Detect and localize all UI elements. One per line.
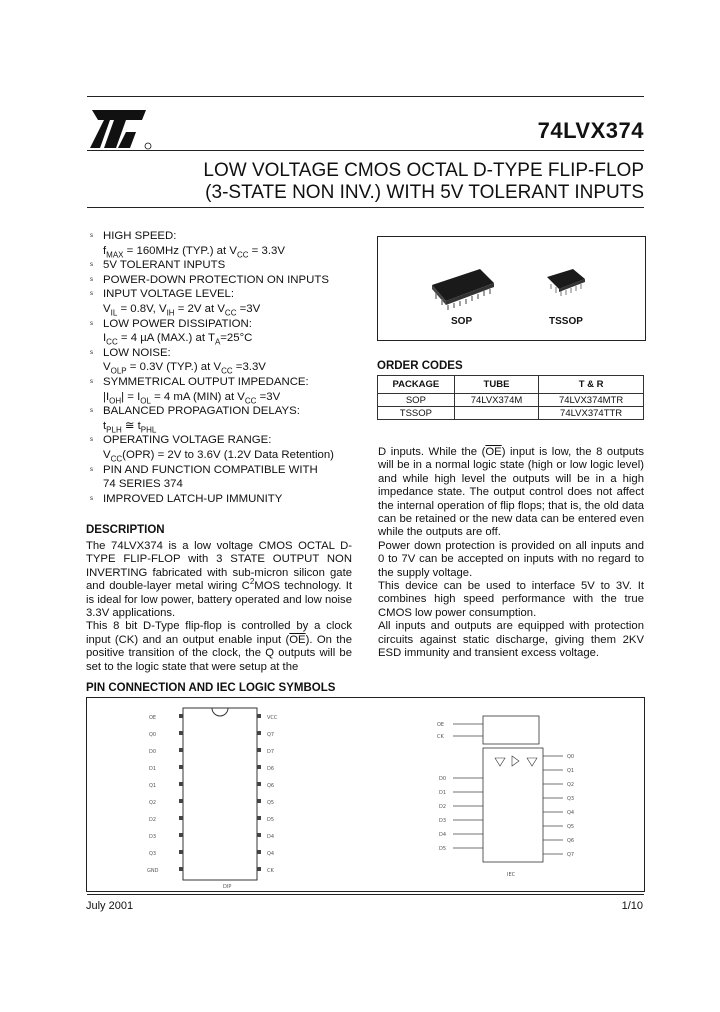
feature-item: s POWER-DOWN PROTECTION ON INPUTS	[90, 273, 329, 286]
sop-label: SOP	[451, 316, 473, 327]
svg-text:Q5: Q5	[267, 800, 275, 806]
feature-item: s INPUT VOLTAGE LEVEL: $V_{IL} = 0.8V$, $V_{IH} = 2V$ at $V_{CC} =3V$	[90, 288, 261, 318]
svg-text:Q3: Q3	[567, 796, 575, 802]
svg-text:D0: D0	[439, 776, 447, 782]
bullet-icon: s	[90, 320, 93, 327]
sop-package-image	[428, 263, 498, 313]
bullet-icon: s	[90, 378, 93, 385]
description-paragraph: Power down protection is provided on all inputs and 0 to 7V can be accepted on inputs with no regard to the supply voltage.	[378, 539, 644, 579]
svg-text:Q1: Q1	[149, 783, 157, 789]
header-tube: TUBE	[454, 376, 538, 394]
table-row: SOP 74LVX374M 74LVX374MTR	[378, 394, 644, 407]
svg-text:D4: D4	[267, 834, 275, 840]
svg-text:VCC: VCC	[267, 715, 278, 721]
bullet-icon: s	[90, 291, 93, 298]
tssop-label: TSSOP	[549, 316, 583, 327]
bullet-icon: s	[90, 495, 93, 502]
description-paragraph: All inputs and outputs are equipped with protection circuits against static discharge, giving them 2KV ESD immunity and transient excess voltage.	[378, 620, 644, 660]
bullet-icon: s	[90, 466, 93, 473]
svg-text:Q6: Q6	[567, 838, 575, 844]
tssop-package-image	[543, 265, 589, 301]
svg-text:D7: D7	[267, 749, 275, 755]
svg-text:IEC: IEC	[507, 872, 516, 878]
svg-text:Q2: Q2	[149, 800, 157, 806]
pin-connection-heading: PIN CONNECTION AND IEC LOGIC SYMBOLS	[86, 682, 336, 694]
svg-text:D2: D2	[439, 804, 447, 810]
document-title	[87, 160, 644, 204]
feature-list	[90, 229, 370, 506]
description-left-column	[86, 540, 352, 674]
description-paragraph: This device can be used to interface 5V to 3V. It combines high speed performance with the true CMOS low power consumption.	[378, 580, 644, 619]
svg-text:Q0: Q0	[567, 754, 575, 760]
svg-text:OE: OE	[437, 722, 445, 728]
pin-diagram	[87, 698, 644, 891]
svg-text:Q3: Q3	[149, 851, 157, 857]
svg-text:D1: D1	[439, 790, 447, 796]
bullet-icon: s	[90, 276, 93, 283]
description-heading: DESCRIPTION	[86, 524, 165, 536]
svg-text:D5: D5	[439, 846, 447, 852]
table-header-row	[378, 376, 644, 394]
svg-text:D5: D5	[267, 817, 275, 823]
feature-item: s LOW POWER DISSIPATION: $I_{CC} = 4$ µA (MAX.) at $T_A=25^\circ C$	[90, 317, 253, 347]
dip-package-diagram	[147, 708, 278, 890]
feature-item: s OPERATING VOLTAGE RANGE: $V_{CC}(OPR) = 2V$ to 3.6V (1.2V Data Retention)	[90, 434, 334, 464]
svg-text:Q5: Q5	[567, 824, 575, 830]
svg-text:Q1: Q1	[567, 768, 575, 774]
title-rule	[87, 150, 644, 151]
title-line-2: (3-STATE NON INV.) WITH 5V TOLERANT INPUTS	[205, 182, 644, 203]
feature-item: s LOW NOISE: $V_{OLP} = 0.3V$ (TYP.) at $V_{CC} =3.3V$	[90, 346, 266, 376]
svg-text:CK: CK	[437, 734, 444, 740]
package-images	[377, 236, 646, 341]
footer-date: July 2001	[86, 900, 134, 912]
bullet-icon: s	[90, 262, 93, 269]
svg-text:Q4: Q4	[267, 851, 275, 857]
svg-text:DIP: DIP	[223, 884, 232, 890]
svg-text:OE: OE	[149, 715, 157, 721]
order-codes-table	[377, 375, 644, 420]
svg-text:D2: D2	[149, 817, 157, 823]
svg-text:D0: D0	[149, 749, 157, 755]
iec-logic-symbol	[437, 716, 574, 878]
st-logo	[86, 104, 152, 154]
svg-text:Q7: Q7	[267, 732, 275, 738]
description-right-column	[378, 446, 644, 661]
svg-text:D6: D6	[267, 766, 275, 772]
pin-connection-figure	[86, 697, 645, 892]
feature-item: s HIGH SPEED: $f_{MAX} = 160MHz$ (TYP.) at $V_{CC} = 3.3V$	[90, 230, 285, 259]
svg-text:CK: CK	[267, 868, 274, 874]
part-number: 74LVX374	[537, 118, 644, 143]
svg-text:D1: D1	[149, 766, 157, 772]
feature-item: s PIN AND FUNCTION COMPATIBLE WITH 74 SERIES 374	[90, 463, 318, 491]
order-codes-heading: ORDER CODES	[377, 360, 463, 372]
svg-text:GND: GND	[147, 868, 159, 874]
feature-item: s 5V TOLERANT INPUTS	[90, 259, 226, 272]
bullet-icon: s	[90, 349, 93, 356]
feature-item: s BALANCED PROPAGATION DELAYS: $t_{PLH}$ ≅ $t_{PHL}$	[90, 405, 300, 434]
page-number: 1/10	[621, 900, 643, 912]
table-row: TSSOP 74LVX374TTR	[378, 407, 644, 420]
footer-rule	[87, 894, 644, 895]
feature-item: s IMPROVED LATCH-UP IMMUNITY	[90, 492, 283, 505]
svg-text:Q2: Q2	[567, 782, 575, 788]
description-paragraph: D inputs. While the $(\overline{OE})$ input is low, the 8 outputs will be in a normal logic state (high or low logic level) and while high level the outputs will be in a high impedance state. The output control does not affect the internal operation of flip flops; that is, the old data can be retained or the new data can be entered even while the outputs are off.	[378, 446, 644, 539]
svg-text:Q0: Q0	[149, 732, 157, 738]
feature-item: s SYMMETRICAL OUTPUT IMPEDANCE: $|I_{OH}| = I_{OL} = 4$ mA (MIN) at $V_{CC} =3V$	[90, 375, 309, 405]
title-line-1: LOW VOLTAGE CMOS OCTAL D-TYPE FLIP-FLOP	[203, 160, 644, 181]
bullet-icon: s	[90, 408, 93, 415]
title-bottom-rule	[87, 207, 644, 208]
bullet-icon: s	[90, 437, 93, 444]
svg-text:D4: D4	[439, 832, 447, 838]
svg-text:Q7: Q7	[567, 852, 575, 858]
bullet-icon: s	[90, 233, 93, 239]
top-rule	[87, 96, 644, 97]
svg-text:Q4: Q4	[567, 810, 575, 816]
svg-text:D3: D3	[439, 818, 447, 824]
svg-text:Q6: Q6	[267, 783, 275, 789]
description-paragraph: The 74LVX374 is a low voltage CMOS OCTAL D-TYPE FLIP-FLOP with 3 STATE OUTPUT NON INVERTING fabricated with sub-micron silicon gate and double-layer metal wiring $C^2MOS$ technology. It is ideal for low power, battery operated and low noise 3.3V applications.	[86, 540, 352, 620]
description-paragraph: This 8 bit D-Type flip-flop is controlled by a clock input (CK) and an output enable input $(\overline{OE})$. On the positive transition of the clock, the Q outputs will be set to the logic state that were setup at the	[86, 620, 352, 673]
header-package: PACKAGE	[378, 376, 455, 394]
header-tr: T & R	[539, 376, 644, 394]
svg-text:D3: D3	[149, 834, 157, 840]
